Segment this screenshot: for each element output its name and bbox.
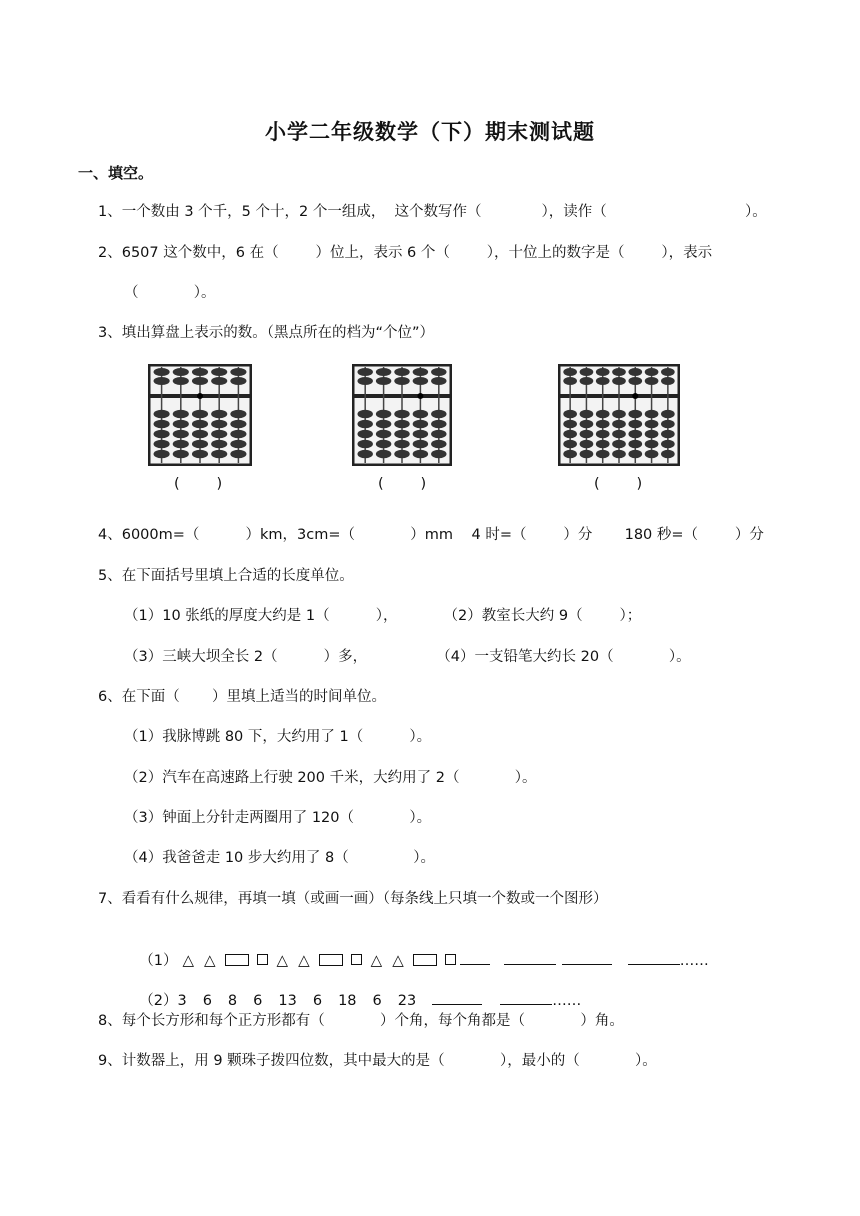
triangle-icon: △ <box>182 951 194 969</box>
pattern-number: 13 <box>278 993 297 1009</box>
abacus-image-1 <box>148 364 252 466</box>
pattern-number: 6 <box>372 993 382 1009</box>
part-label: （2） <box>139 993 178 1009</box>
question-6: 6、在下面（ ）里填上适当的时间单位。 <box>98 689 386 705</box>
triangle-icon: △ <box>392 951 404 969</box>
question-7: 7、看看有什么规律，再填一填（或画一画）（每条线上只填一个数或一个图形） <box>98 891 608 907</box>
answer-blank[interactable] <box>460 950 490 965</box>
abacus-answer-3: ( ) <box>594 476 643 492</box>
answer-blank[interactable] <box>500 990 552 1005</box>
question-2-line-2: （ ）。 <box>124 285 216 301</box>
triangle-icon: △ <box>204 951 216 969</box>
question-4: 4、6000m=（ ）km，3cm=（ ）mm 4 时=（ ）分 180 秒=（ ）分 <box>98 527 764 543</box>
abacus-answer-1: ( ) <box>174 476 223 492</box>
pattern-number: 3 <box>177 993 187 1009</box>
rectangle-icon <box>413 954 437 966</box>
question-2-line-1: 2、6507 这个数中，6 在（ ）位上，表示 6 个（ ），十位上的数字是（ ），表示 <box>98 245 713 261</box>
question-1: 1、一个数由 3 个千，5 个十，2 个一组成， 这个数写作（ ），读作（ ）。 <box>98 204 767 220</box>
question-8: 8、每个长方形和每个正方形都有（ ）个角，每个角都是（ ）角。 <box>98 1013 624 1029</box>
abacus-answer-2: ( ) <box>378 476 427 492</box>
triangle-icon: △ <box>370 951 383 969</box>
rectangle-icon <box>225 954 249 966</box>
question-6-part-4: （4）我爸爸走 10 步大约用了 8（ ）。 <box>124 850 436 866</box>
square-icon <box>445 954 456 965</box>
page-title: 小学二年级数学（下）期末测试题 <box>265 120 595 144</box>
ellipsis: …… <box>679 953 709 969</box>
part-label: （1） <box>139 953 178 969</box>
pattern-number: 18 <box>338 993 357 1009</box>
question-6-part-2: （2）汽车在高速路上行驶 200 千米，大约用了 2（ ）。 <box>124 770 537 786</box>
abacus-image-3 <box>558 364 680 466</box>
pattern-number: 8 <box>227 993 238 1009</box>
number-pattern <box>177 993 432 1009</box>
answer-blank[interactable] <box>432 990 482 1005</box>
question-5: 5、在下面括号里填上合适的长度单位。 <box>98 568 354 584</box>
pattern-number: 6 <box>253 993 263 1009</box>
pattern-number: 6 <box>312 993 323 1009</box>
question-7-part-2 <box>130 970 581 1011</box>
shape-pattern <box>177 953 459 969</box>
question-3: 3、填出算盘上表示的数。（黑点所在的档为“个位”） <box>98 325 434 341</box>
pattern-number: 23 <box>397 993 417 1009</box>
answer-blank[interactable] <box>562 950 612 965</box>
question-5-parts-1-2: （1）10 张纸的厚度大约是 1（ ）， （2）教室长大约 9（ ）； <box>124 608 642 624</box>
ellipsis: …… <box>552 993 582 1009</box>
question-7-part-1 <box>130 930 709 971</box>
triangle-icon: △ <box>276 951 289 969</box>
question-6-part-1: （1）我脉博跳 80 下，大约用了 1（ ）。 <box>124 729 432 745</box>
question-5-parts-3-4: （3）三峡大坝全长 2（ ）多， （4）一支铅笔大约长 20（ ）。 <box>124 649 691 665</box>
pattern-number: 6 <box>202 993 212 1009</box>
question-6-part-3: （3）钟面上分针走两圈用了 120（ ）。 <box>124 810 432 826</box>
abacus-image-2 <box>352 364 452 466</box>
question-9: 9、计数器上，用 9 颗珠子拨四位数，其中最大的是（ ），最小的（ ）。 <box>98 1053 657 1069</box>
answer-blank[interactable] <box>504 950 556 965</box>
square-icon <box>351 954 362 965</box>
square-icon <box>257 954 268 965</box>
section-heading: 一、填空。 <box>78 164 154 182</box>
answer-blank[interactable] <box>628 950 680 965</box>
triangle-icon: △ <box>298 951 310 969</box>
rectangle-icon <box>319 954 343 966</box>
